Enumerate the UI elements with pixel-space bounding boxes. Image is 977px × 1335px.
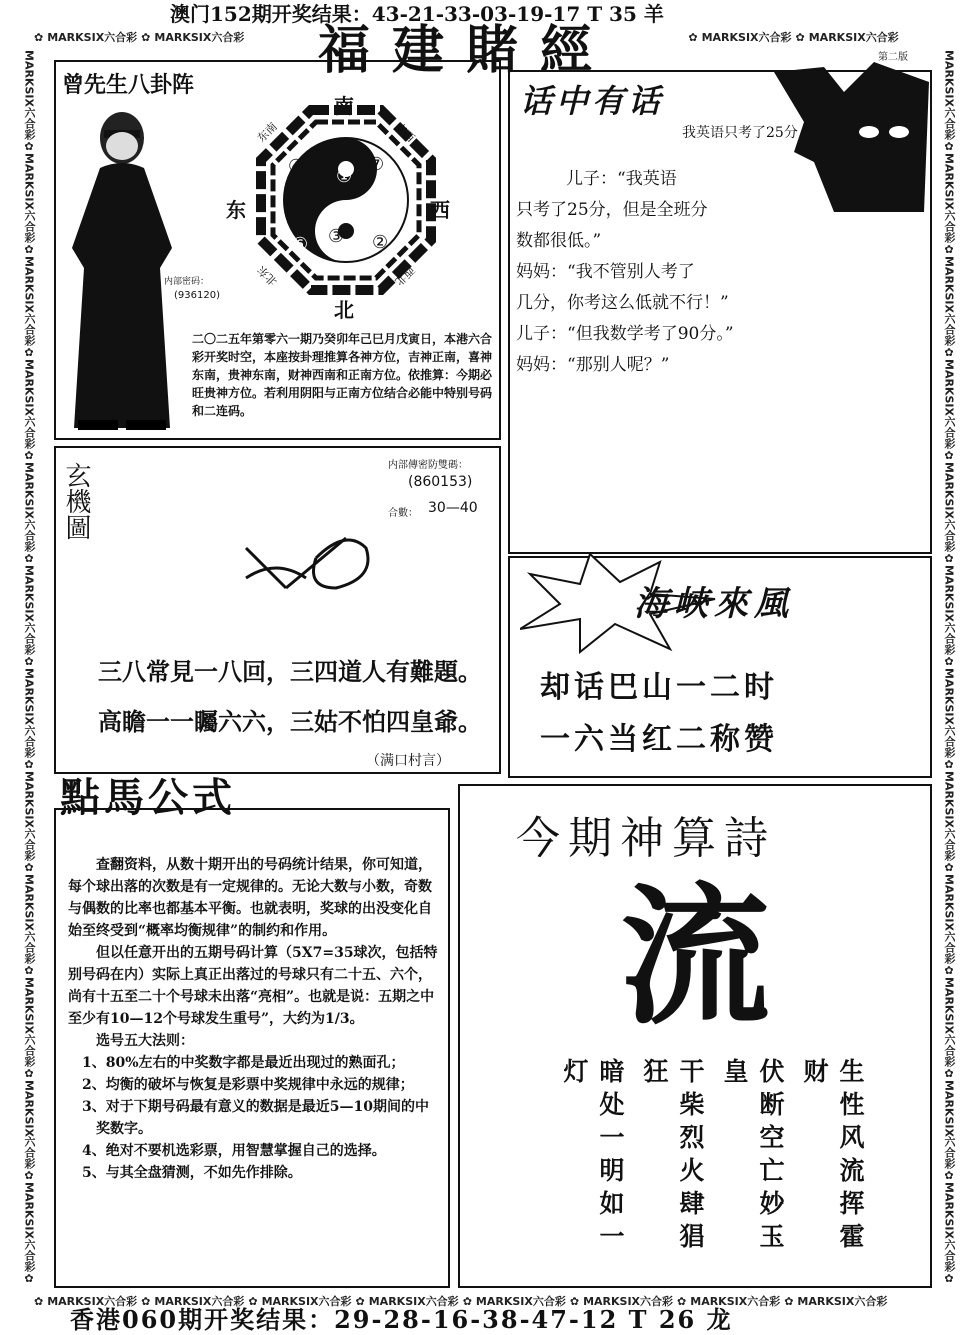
direction-southeast: 东南 bbox=[254, 119, 280, 145]
xuanji-sum-value: 30—40 bbox=[428, 500, 478, 516]
brand-en: MARKSIX bbox=[22, 770, 36, 828]
brand-en: MARKSIX bbox=[942, 255, 956, 313]
flower-icon: ✿ bbox=[942, 860, 956, 874]
brand-en: MARKSIX bbox=[942, 152, 956, 210]
brand-en: MARKSIX bbox=[690, 1294, 748, 1308]
brand-cn: 六合彩 bbox=[23, 106, 36, 140]
talk-line: 儿子：“但我数学考了90分。” bbox=[516, 324, 734, 344]
page-title: 福建賭經 bbox=[318, 20, 615, 81]
brand-cn: 六合彩 bbox=[865, 31, 899, 44]
formula-rule: 1、80%左右的中奖数字都是最近出现过的熟面孔； bbox=[82, 1055, 405, 1071]
brand-cn: 六合彩 bbox=[104, 1295, 138, 1308]
flower-icon: ✿ bbox=[942, 757, 956, 771]
flower-icon: ✿ bbox=[22, 1066, 36, 1080]
formula-paragraph: 查翻资料，从数十期开出的号码统计结果，你可知道，每个球出落的次数是有一定规律的。无论大数与小数，奇数与偶数的比率也都基本平衡。也就表明，奖球的出没变化自始至终受到“概率均衡规律”的制约和作用。 bbox=[68, 857, 432, 939]
xuanji-sum-label: 合數： bbox=[388, 508, 418, 519]
brand-cn: 六合彩 bbox=[943, 518, 956, 552]
right-border-strip bbox=[938, 50, 960, 1290]
flower-icon: ✿ bbox=[942, 551, 956, 565]
brand-cn: 六合彩 bbox=[747, 1295, 781, 1308]
top-result-banner: 澳门152期开奖结果：43-21-33-03-19-17 T 35 羊 bbox=[170, 2, 664, 26]
flower-icon: ✿ bbox=[22, 551, 36, 565]
brand-en: MARKSIX bbox=[942, 976, 956, 1034]
brand-cn: 六合彩 bbox=[943, 1033, 956, 1067]
bagua-number: ⑥ bbox=[292, 234, 309, 255]
xuanji-verse-1: 三八常見一八回，三四道人有難題。 bbox=[98, 657, 482, 686]
xuanji-code-label: 内部傳密防雙碼： bbox=[388, 460, 468, 471]
brand-en: MARKSIX bbox=[701, 30, 759, 44]
flower-icon: ✿ bbox=[22, 345, 36, 359]
bagua-code: (936120) bbox=[174, 290, 220, 301]
poem-column: 伏断空亡妙玉皇 bbox=[720, 1058, 785, 1256]
brand-en: MARKSIX bbox=[583, 1294, 641, 1308]
left-border-strip bbox=[18, 50, 40, 1290]
formula-title: 點馬公式 bbox=[60, 774, 236, 821]
brand-cn: 六合彩 bbox=[758, 31, 792, 44]
brand-en: MARKSIX bbox=[47, 30, 105, 44]
brand-en: MARKSIX bbox=[942, 770, 956, 828]
formula-paragraph: 但以任意开出的五期号码计算（5X7=35球次，包括特别号码在内）实际上真正出落过的号球只有二十五、六个，尚有十五至二十个号球未出落“亮相”。也就是说：五期之中至少有10—12个号球发生重号”，大约为1/3。 bbox=[68, 945, 438, 1027]
haixia-panel bbox=[508, 556, 932, 778]
xuanji-note: （满口村言） bbox=[366, 753, 450, 769]
brand-en: MARKSIX bbox=[22, 50, 36, 107]
xuanji-code: (860153) bbox=[408, 474, 473, 490]
brand-en: MARKSIX bbox=[22, 1079, 36, 1137]
talk-title: 话中有话 bbox=[520, 82, 665, 120]
brand-en: MARKSIX bbox=[475, 1294, 533, 1308]
flower-icon: ✿ bbox=[942, 1272, 956, 1286]
formula-panel bbox=[54, 774, 450, 1288]
brand-en: MARKSIX bbox=[22, 976, 36, 1034]
brand-en: MARKSIX bbox=[22, 667, 36, 725]
flower-icon: ✿ bbox=[942, 242, 956, 256]
formula-rule: 4、绝对不要机选彩票，用智慧掌握自己的选择。 bbox=[82, 1143, 386, 1159]
bottom-result-banner: 香港060期开奖结果：29-28-16-38-47-12 T 26 龙 bbox=[70, 1305, 733, 1334]
man-figure-illustration bbox=[60, 98, 190, 438]
haixia-line-2: 一六当红二称赞 bbox=[540, 722, 778, 757]
brand-en: MARKSIX bbox=[942, 358, 956, 416]
brand-cn: 六合彩 bbox=[640, 1295, 674, 1308]
brand-cn: 六合彩 bbox=[318, 1295, 352, 1308]
brand-en: MARKSIX bbox=[942, 1182, 956, 1240]
talk-lines bbox=[516, 164, 926, 381]
formula-rules-title: 选号五大法则： bbox=[96, 1033, 194, 1049]
poem-big-char: 流 bbox=[620, 869, 771, 1045]
bagua-code-label: 内部密码： bbox=[164, 277, 210, 287]
direction-north: 北 bbox=[334, 298, 354, 322]
talk-line: 妈妈：“我不管别人考了 bbox=[516, 262, 695, 282]
direction-south: 南 bbox=[334, 94, 354, 118]
brand-cn: 六合彩 bbox=[23, 415, 36, 449]
flower-icon: ✿ bbox=[22, 963, 36, 977]
bagua-number: ① bbox=[336, 166, 353, 187]
brand-cn: 六合彩 bbox=[943, 415, 956, 449]
brand-en: MARKSIX bbox=[22, 152, 36, 210]
flower-icon: ✿ bbox=[141, 30, 151, 44]
brand-en: MARKSIX bbox=[942, 50, 956, 107]
direction-east: 东 bbox=[226, 198, 246, 222]
poem-column: 暗处一明如一灯 bbox=[560, 1058, 625, 1256]
brand-cn: 六合彩 bbox=[23, 1136, 36, 1170]
xuanji-panel bbox=[54, 446, 501, 774]
brand-cn: 六合彩 bbox=[23, 827, 36, 861]
brand-cn: 六合彩 bbox=[943, 724, 956, 758]
direction-northwest: 西北 bbox=[392, 263, 418, 289]
flower-icon: ✿ bbox=[22, 1272, 36, 1286]
brand-en: MARKSIX bbox=[154, 1294, 212, 1308]
brand-cn: 六合彩 bbox=[425, 1295, 459, 1308]
brand-cn: 六合彩 bbox=[943, 827, 956, 861]
flower-icon: ✿ bbox=[34, 1294, 44, 1308]
flower-icon: ✿ bbox=[22, 242, 36, 256]
talk-subtitle: 我英语只考了25分 bbox=[682, 125, 798, 141]
brand-cn: 六合彩 bbox=[943, 621, 956, 655]
brand-cn: 六合彩 bbox=[23, 312, 36, 346]
brand-cn: 六合彩 bbox=[23, 518, 36, 552]
flower-icon: ✿ bbox=[677, 1294, 687, 1308]
flower-icon: ✿ bbox=[355, 1294, 365, 1308]
brand-en: MARKSIX bbox=[22, 1182, 36, 1240]
talk-line: 儿子：“我英语 bbox=[566, 169, 677, 189]
brand-cn: 六合彩 bbox=[211, 1295, 245, 1308]
brand-cn: 六合彩 bbox=[23, 724, 36, 758]
direction-northeast: 北东 bbox=[254, 263, 280, 289]
flower-icon: ✿ bbox=[22, 860, 36, 874]
talk-line: 数都很低。” bbox=[516, 231, 602, 251]
poem-panel bbox=[458, 784, 932, 1288]
brand-en: MARKSIX bbox=[47, 1294, 105, 1308]
formula-rule: 5、与其全盘猜测，不如先作排除。 bbox=[82, 1165, 302, 1181]
brand-cn: 六合彩 bbox=[943, 106, 956, 140]
bagua-panel bbox=[54, 60, 501, 440]
bagua-number: ④ bbox=[288, 156, 305, 177]
formula-rule: 3、对于下期号码最有意义的数据是最近5—10期间的中奖数字。 bbox=[82, 1099, 429, 1137]
brand-cn: 六合彩 bbox=[23, 930, 36, 964]
flower-icon: ✿ bbox=[22, 139, 36, 153]
brand-en: MARKSIX bbox=[22, 461, 36, 519]
bagua-number: ③ bbox=[328, 226, 345, 247]
flower-icon: ✿ bbox=[569, 1294, 580, 1308]
brand-cn: 六合彩 bbox=[854, 1295, 888, 1308]
brand-en: MARKSIX bbox=[154, 30, 212, 44]
brand-cn: 六合彩 bbox=[943, 930, 956, 964]
brand-cn: 六合彩 bbox=[943, 312, 956, 346]
brand-en: MARKSIX bbox=[22, 358, 36, 416]
flower-icon: ✿ bbox=[942, 963, 956, 977]
bagua-number: ② bbox=[372, 232, 389, 253]
flower-icon: ✿ bbox=[942, 345, 956, 359]
flower-icon: ✿ bbox=[795, 30, 805, 44]
flower-icon: ✿ bbox=[942, 139, 956, 153]
haixia-line-1: 却话巴山一二时 bbox=[540, 670, 778, 705]
flower-icon: ✿ bbox=[462, 1294, 472, 1308]
direction-southwest: 南西 bbox=[392, 119, 418, 145]
brand-en: MARKSIX bbox=[22, 255, 36, 313]
talk-line: 妈妈：“那别人呢？” bbox=[516, 355, 670, 375]
flower-icon: ✿ bbox=[141, 1294, 151, 1308]
bagua-title: 曾先生八卦阵 bbox=[62, 72, 195, 98]
flower-icon: ✿ bbox=[942, 1066, 956, 1080]
xuanji-verse-2: 高瞻一一矚六六，三姑不怕四皇爺。 bbox=[98, 707, 482, 736]
brand-cn: 六合彩 bbox=[104, 31, 138, 44]
poem-title: 今期神算詩 bbox=[516, 813, 776, 864]
brand-en: MARKSIX bbox=[797, 1294, 855, 1308]
brand-en: MARKSIX bbox=[22, 564, 36, 622]
formula-body bbox=[68, 854, 442, 1184]
talk-line: 只考了25分，但是全班分 bbox=[516, 200, 708, 220]
brand-cn: 六合彩 bbox=[23, 209, 36, 243]
brand-cn: 六合彩 bbox=[943, 1239, 956, 1273]
direction-west: 西 bbox=[430, 198, 450, 222]
brand-en: MARKSIX bbox=[808, 30, 866, 44]
talk-line: 几分，你考这么低就不行！” bbox=[516, 293, 729, 313]
xuanji-sketch bbox=[226, 518, 386, 608]
flower-icon: ✿ bbox=[22, 654, 36, 668]
brand-en: MARKSIX bbox=[942, 667, 956, 725]
flower-icon: ✿ bbox=[942, 654, 956, 668]
brand-cn: 六合彩 bbox=[943, 1136, 956, 1170]
brand-cn: 六合彩 bbox=[211, 31, 245, 44]
flower-icon: ✿ bbox=[784, 1294, 794, 1308]
brand-en: MARKSIX bbox=[942, 873, 956, 931]
brand-en: MARKSIX bbox=[261, 1294, 319, 1308]
flower-icon: ✿ bbox=[688, 30, 698, 44]
brand-cn: 六合彩 bbox=[943, 209, 956, 243]
flower-icon: ✿ bbox=[22, 757, 36, 771]
brand-en: MARKSIX bbox=[368, 1294, 426, 1308]
brand-cn: 六合彩 bbox=[23, 1033, 36, 1067]
edition-label: 第二版 bbox=[878, 52, 908, 63]
flower-icon: ✿ bbox=[248, 1294, 258, 1308]
flower-icon: ✿ bbox=[34, 30, 44, 44]
flower-icon: ✿ bbox=[942, 448, 956, 462]
haixia-title: 海峽來風 bbox=[634, 584, 794, 624]
brand-en: MARKSIX bbox=[942, 1079, 956, 1137]
xuanji-title: 玄機圖 bbox=[61, 462, 91, 540]
brand-en: MARKSIX bbox=[22, 873, 36, 931]
brand-en: MARKSIX bbox=[942, 461, 956, 519]
formula-rule: 2、均衡的破坏与恢复是彩票中奖规律中永远的规律； bbox=[82, 1077, 414, 1093]
flower-icon: ✿ bbox=[942, 1169, 956, 1183]
poem-column: 干柴烈火肆猖狂 bbox=[640, 1058, 705, 1256]
brand-en: MARKSIX bbox=[942, 564, 956, 622]
brand-cn: 六合彩 bbox=[532, 1295, 566, 1308]
talk-panel bbox=[508, 70, 932, 554]
flower-icon: ✿ bbox=[22, 1169, 36, 1183]
bagua-description: 二〇二五年第零六一期乃癸卯年己巳月戊寅日，本港六合彩开奖时空，本座按卦理推算各神方位，吉神正南，喜神东南，贵神东南，财神西南和正南方位。依推算：今期必旺贵神方位。若利用阴阳与正南方位结合必能中特别号码和二连码。 bbox=[192, 332, 493, 418]
bagua-number: ⑦ bbox=[368, 154, 385, 175]
brand-cn: 六合彩 bbox=[23, 621, 36, 655]
poem-column: 生性风流挥霍财 bbox=[800, 1058, 865, 1256]
flower-icon: ✿ bbox=[22, 448, 36, 462]
brand-cn: 六合彩 bbox=[23, 1239, 36, 1273]
